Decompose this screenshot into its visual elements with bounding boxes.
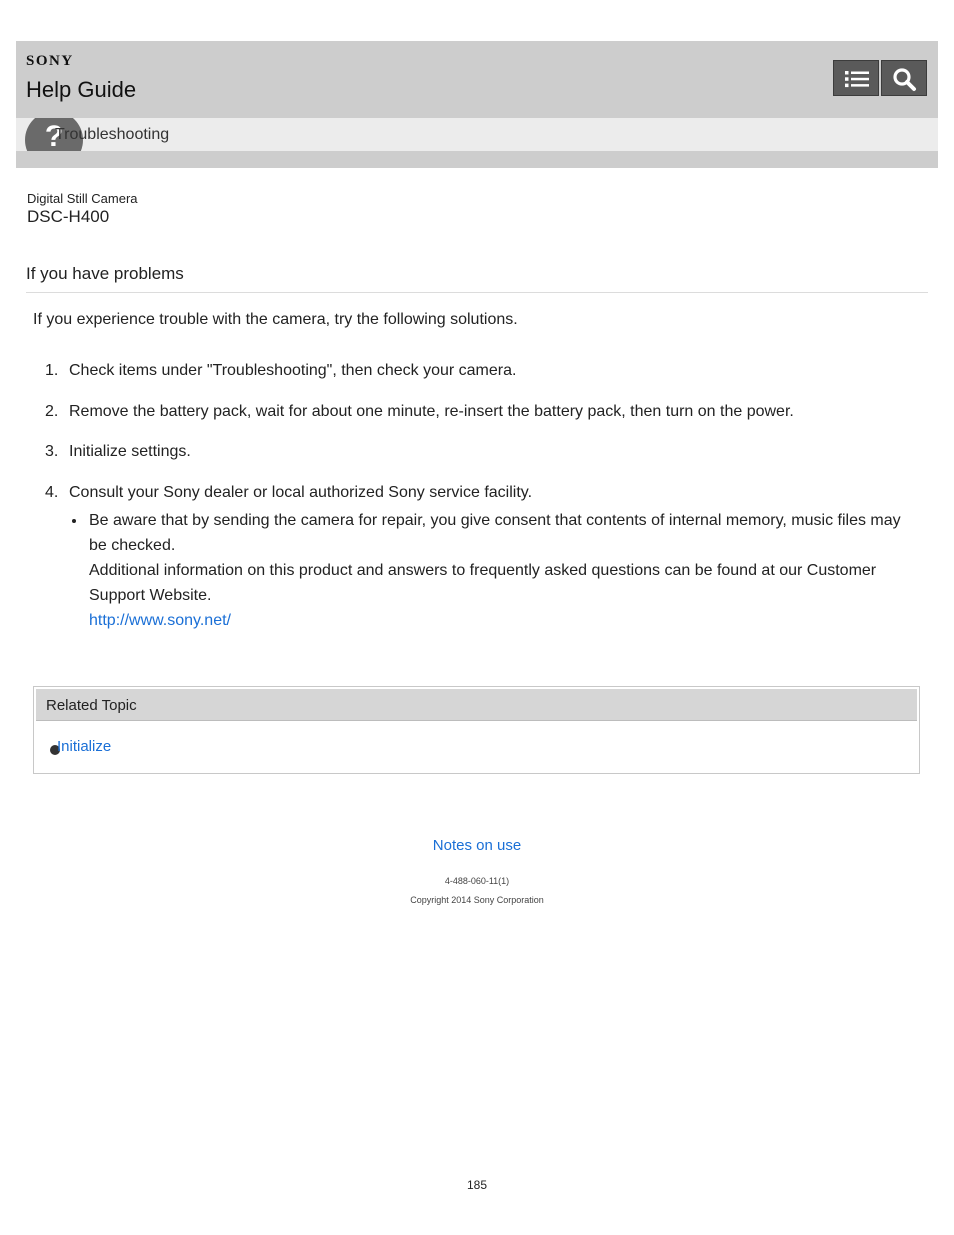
sony-support-link[interactable]: http://www.sony.net/: [89, 612, 231, 629]
toc-button[interactable]: [833, 60, 879, 96]
header-divider-bar: [16, 151, 938, 168]
search-icon: [882, 61, 928, 97]
step-item: [36, 358, 916, 383]
breadcrumb: [16, 118, 938, 151]
step-number: 1.: [45, 362, 59, 379]
notes-on-use-link[interactable]: Notes on use: [432, 837, 522, 854]
document-number: 4-488-060-11(1): [444, 876, 510, 886]
related-topic-box: [33, 686, 920, 774]
step-text: Initialize settings.: [69, 443, 191, 460]
step-number: 4.: [45, 484, 59, 501]
step-item: [36, 480, 916, 633]
step-item: [36, 439, 916, 464]
step-text: Check items under "Troubleshooting", then check your camera.: [69, 362, 517, 379]
solution-steps: [36, 358, 916, 633]
header-bar: [16, 41, 938, 118]
intro-text: If you experience trouble with the camera, try the following solutions.: [33, 311, 518, 328]
product-model: DSC-H400: [27, 207, 110, 226]
breadcrumb-troubleshooting[interactable]: Troubleshooting: [55, 126, 170, 143]
bullet-dot: [72, 519, 76, 523]
step-number: 2.: [45, 403, 59, 420]
page-number: 185: [466, 1178, 488, 1192]
search-button[interactable]: [881, 60, 927, 96]
step-note: [69, 508, 916, 633]
related-topic-title: Related Topic: [46, 697, 137, 714]
sony-logo: SONY: [26, 53, 74, 69]
product-category: Digital Still Camera: [27, 191, 138, 206]
app-title: Help Guide: [26, 77, 137, 102]
copyright: Copyright 2014 Sony Corporation: [410, 895, 544, 905]
heading-divider: [26, 292, 928, 293]
step-text: Remove the battery pack, wait for about one minute, re-insert the battery pack, then turn on the power.: [69, 403, 794, 420]
note-repair-consent: Be aware that by sending the camera for repair, you give consent that contents of internal memory, music files may be checked.: [89, 512, 901, 554]
note-support-info: Additional information on this product and answers to frequently asked questions can be found at our Customer Support Website.: [89, 562, 877, 604]
step-number: 3.: [45, 443, 59, 460]
page-title: If you have problems: [26, 264, 184, 283]
list-icon: [834, 61, 880, 97]
svg-text:?: ?: [44, 120, 64, 151]
related-topic-header: [36, 689, 917, 721]
step-text: Consult your Sony dealer or local authorized Sony service facility.: [69, 484, 533, 501]
step-item: [36, 399, 916, 424]
related-link-initialize[interactable]: Initialize: [57, 738, 112, 755]
